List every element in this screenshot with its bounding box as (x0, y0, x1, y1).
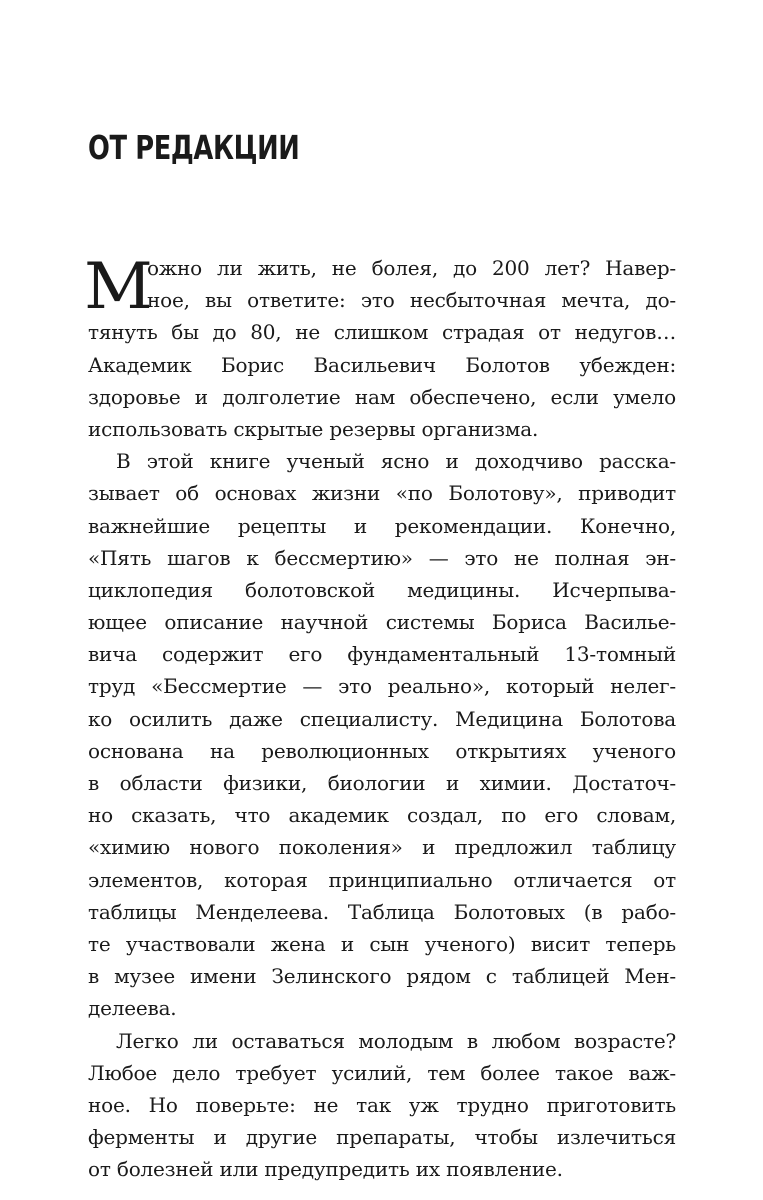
text-line: труд «Бессмертие — это реально», который нелег- (88, 674, 676, 699)
text-line: «химию нового поколения» и предложил таблицу (88, 835, 676, 860)
text-line: ное, вы ответите: это несбыточная мечта, до- (147, 288, 676, 313)
page-title: ОТ РЕДАКЦИИ (88, 128, 300, 167)
text-line: ное. Но поверьте: не так уж трудно приготовить (88, 1092, 676, 1117)
drop-cap: М (84, 250, 153, 324)
text-line: зывает об основах жизни «по Болотову», приводит (88, 481, 676, 506)
text-line: таблицы Менделеева. Таблица Болотовых (в рабо- (88, 899, 676, 924)
text-line: те участвовали жена и сын ученого) висит теперь (88, 931, 676, 956)
text-line: В этой книге ученый ясно и доходчиво расска- (116, 449, 676, 474)
text-line: элементов, которая принципиально отличается от (88, 867, 676, 892)
text-line: ожно ли жить, не болея, до 200 лет? Навер- (147, 256, 676, 280)
text-line: циклопедия болотовской медицины. Исчерпыва- (88, 577, 676, 602)
text-line: важнейшие рецепты и рекомендации. Конечно, (88, 513, 676, 538)
text-line: использовать скрытые резервы организма. (88, 416, 539, 441)
text-line: ферменты и другие препараты, чтобы излечиться (88, 1125, 676, 1150)
text-line: Академик Борис Васильевич Болотов убежден: (88, 352, 676, 377)
body-text (84, 250, 676, 1185)
text-line: ющее описание научной системы Бориса Василье- (88, 610, 676, 635)
text-line: вича содержит его фундаментальный 13-томный (88, 642, 676, 667)
text-line: Легко ли оставаться молодым в любом возрасте? (116, 1028, 676, 1053)
text-line: от болезней или предупредить их появление. (88, 1157, 563, 1182)
text-line: в области физики, биологии и химии. Достаточ- (88, 771, 676, 795)
text-line: в музее имени Зелинского рядом с таблицей Мен- (88, 964, 676, 989)
text-line: основана на революционных открытиях ученого (88, 738, 676, 763)
text-line: «Пять шагов к бессмертию» — это не полная эн- (88, 545, 676, 570)
text-line: тянуть бы до 80, не слишком страдая от недугов… (88, 320, 676, 345)
text-line: здоровье и долголетие нам обеспечено, если умело (88, 384, 676, 409)
text-line: ко осилить даже специалисту. Медицина Болотова (88, 706, 676, 731)
text-line: делеева. (88, 996, 177, 1021)
text-line: но сказать, что академик создал, по его словам, (88, 803, 676, 828)
text-line: Любое дело требует усилий, тем более такое важ- (88, 1060, 676, 1085)
